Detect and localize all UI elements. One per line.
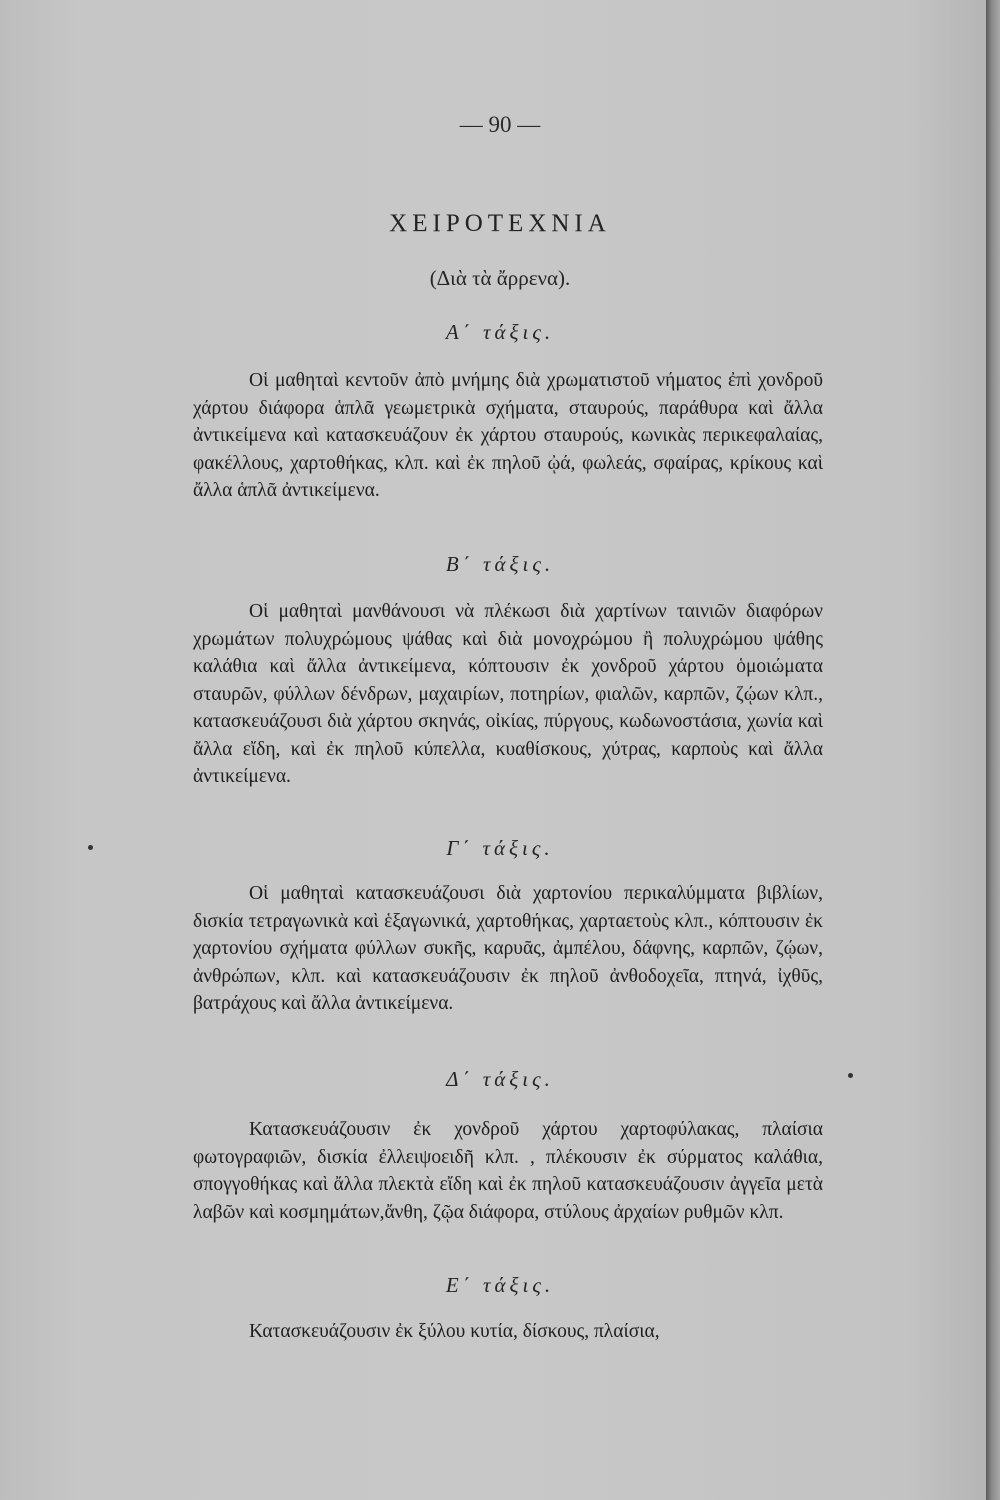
- section-text-e: [193, 1318, 823, 1346]
- section-text-c: [193, 880, 823, 1018]
- section-heading-e: Ε΄ τάξις.: [445, 1273, 555, 1297]
- page-subtitle: (Διὰ τὰ ἄρρενα).: [429, 266, 571, 290]
- section-heading-b: Β΄ τάξις.: [445, 552, 555, 576]
- section-heading-d: Δ΄ τάξις.: [446, 1067, 554, 1091]
- section-text-b-content: Οἱ μαθηταὶ μανθάνουσι νὰ πλέκωσι διὰ χαρτίνων ταινιῶν διαφόρων χρωμάτων πολυχρώμους ψάθας καὶ διὰ μονοχρώμου ἢ πολυχρώμου ψάθης καλάθια καὶ ἄλλα ἀντικείμενα, κόπτουσιν ἐκ χονδροῦ χάρτου ὁμοιώματα σταυρῶν, φύλλων δένδρων, μαχαιρίων, ποτηρίων, φιαλῶν, καρπῶν, ζῴων κλπ., κατασκευάζουσι διὰ χάρτου σκηνάς, οἰκίας, πύργους, κωδωνοστάσια, χωνία καὶ ἄλλα εἴδη, καὶ ἐκ πηλοῦ κύπελλα, κυαθίσκους, χύτρας, καρποὺς καὶ ἄλλα ἀντικείμενα.: [193, 601, 823, 787]
- section-text-d-content: Κατασκευάζουσιν ἐκ χονδροῦ χάρτου χαρτοφύλακας, πλαίσια φωτογραφιῶν, δισκία ἐλλειψοειδῆ κλπ. , πλέκουσιν ἐκ σύρματος καλάθια, σπογγοθήκας καὶ ἄλλα πλεκτὰ εἴδη καὶ ἐκ πηλοῦ κατασκευάζουσιν ἀγγεῖα μετὰ λαβῶν καὶ κοσμημάτων,ἄνθη, ζῷα διάφορα, στύλους ἀρχαίων ρυθμῶν κλπ.: [193, 1119, 823, 1223]
- page-title: ΧΕΙΡΟΤΕΧΝΙΑ: [389, 210, 611, 237]
- section-text-d: [193, 1116, 823, 1226]
- section-text-c-content: Οἱ μαθηταὶ κατασκευάζουσι διὰ χαρτονίου περικαλύμματα βιβλίων, δισκία τετραγωνικὰ καὶ ἑξαγωνικά, χαρτοθήκας, χαρταετοὺς κλπ., κόπτουσιν ἐκ χαρτονίου σχήματα φύλλων συκῆς, καρυᾶς, ἀμπέλου, δάφνης, καρπῶν, ζῴων, ἀνθρώπων, κλπ. καὶ κατασκευάζουσιν ἐκ πηλοῦ ἀνθοδοχεῖα, πτηνά, ἰχθῦς, βατράχους καὶ ἄλλα ἀντικείμενα.: [193, 883, 823, 1014]
- ink-speck: [88, 845, 93, 850]
- section-text-e-content: Κατασκευάζουσιν ἐκ ξύλου κυτία, δίσκους, πλαίσια,: [249, 1321, 660, 1342]
- section-heading-c: Γ΄ τάξις.: [446, 836, 554, 860]
- page-number: — 90 —: [459, 112, 541, 137]
- section-text-b: [193, 598, 823, 791]
- section-text-a-content: Οἱ μαθηταὶ κεντοῦν ἀπὸ μνήμης διὰ χρωματιστοῦ νήματος ἐπὶ χονδροῦ χάρτου διάφορα ἁπλᾶ γεωμετρικὰ σχήματα, σταυρούς, παράθυρα καὶ ἄλλα ἀντικείμενα καὶ κατασκευάζουν ἐκ χάρτου σταυρούς, κωνικὰς περικεφαλαίας, φακέλλους, χαρτοθήκας, κλπ. καὶ ἐκ πηλοῦ ᾠά, φωλεάς, σφαίρας, κρίκους καὶ ἄλλα ἁπλᾶ ἀντικείμενα.: [193, 370, 823, 501]
- ink-speck: [848, 1073, 853, 1078]
- section-heading-a: Α΄ τάξις.: [445, 320, 555, 344]
- section-text-a: [193, 367, 823, 505]
